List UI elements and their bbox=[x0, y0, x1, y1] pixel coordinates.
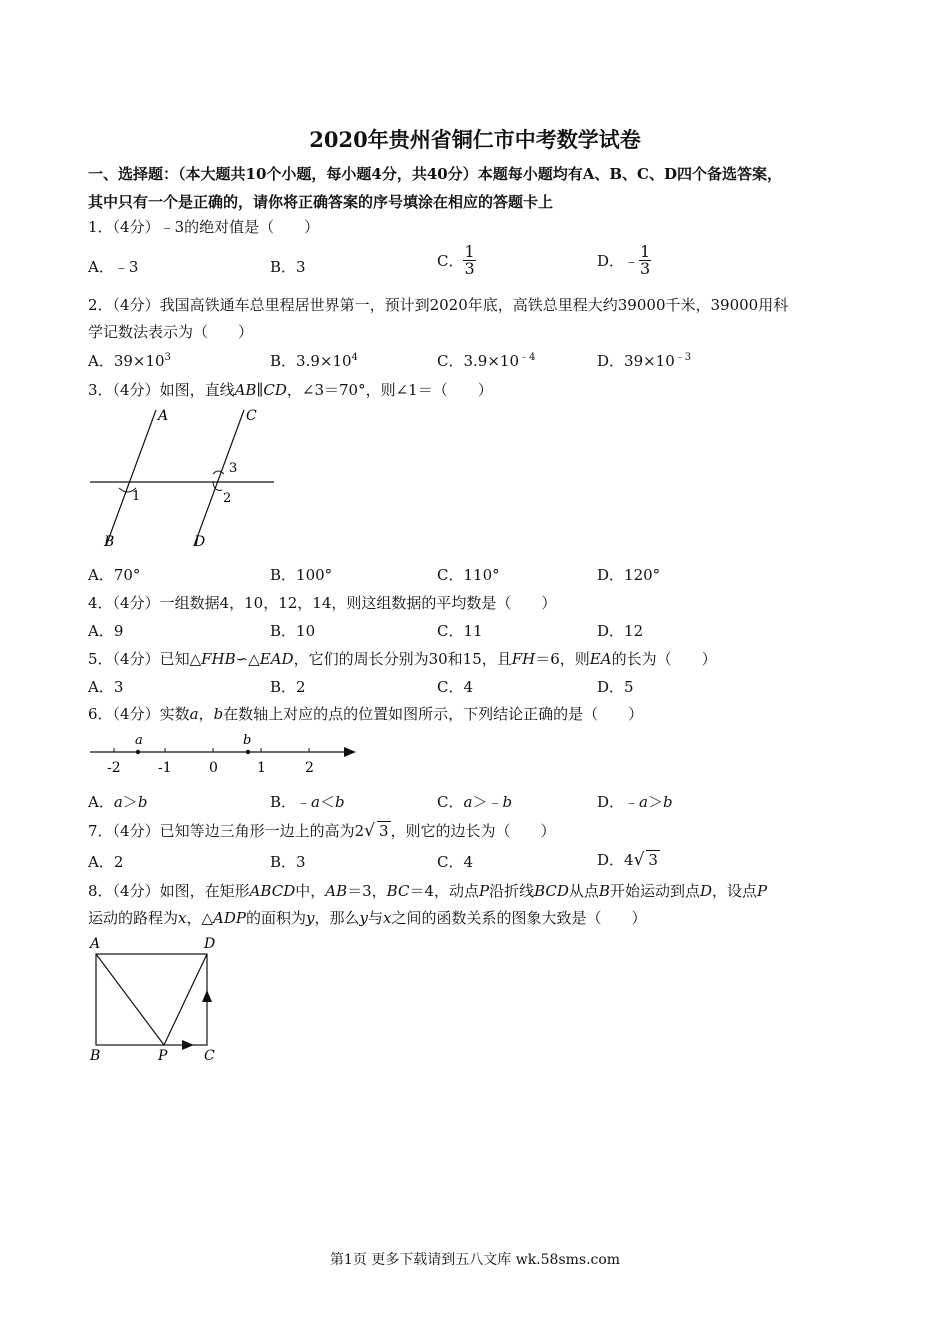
tick-label: 1 bbox=[257, 760, 266, 776]
q6-option-d: D．﹣a＞b bbox=[597, 793, 673, 811]
label-c: C bbox=[204, 1048, 215, 1064]
q6-number-line-figure bbox=[86, 728, 366, 778]
q6-option-c: C．a＞﹣b bbox=[437, 793, 513, 811]
q3-parallel-lines-figure bbox=[86, 404, 281, 554]
label-p: P bbox=[158, 1048, 168, 1064]
q2-option-b: B．$3.9\times 10^4$ bbox=[270, 352, 358, 370]
q5-stem: 5．（4分）已知△FHB∽△EAD，它们的周长分别为30和15，且FH＝6，则EA的长为（ ） bbox=[88, 650, 717, 668]
q7-option-c: C．4 bbox=[437, 853, 474, 871]
q4-option-c: C．11 bbox=[437, 622, 483, 640]
q2-stem-line2: 学记数法表示为（ ） bbox=[88, 323, 254, 341]
q3-option-a: A．70° bbox=[88, 566, 141, 584]
q4-option-a: A．9 bbox=[88, 622, 124, 640]
line-ab bbox=[106, 410, 156, 546]
q1-option-c: C． $\frac{1}{3}$ bbox=[437, 242, 475, 278]
label-b: B bbox=[90, 1048, 101, 1064]
q4-option-b: B．10 bbox=[270, 622, 316, 640]
tick-label: -1 bbox=[158, 760, 172, 776]
q2-option-d: D．$39\times 10^{﹣3}$ bbox=[597, 352, 692, 370]
q1-option-d: D．﹣ $\frac{1}{3}$ bbox=[597, 242, 651, 278]
q1-option-b: B．3 bbox=[270, 258, 306, 276]
q4-stem: 4．（4分）一组数据4，10，12，14，则这组数据的平均数是（ ） bbox=[88, 594, 557, 612]
q1-stem: 1．（4分）﹣3的绝对值是（ ） bbox=[88, 218, 320, 236]
q5-option-c: C．4 bbox=[437, 678, 474, 696]
axis-arrow bbox=[344, 747, 356, 757]
label-d: D bbox=[194, 534, 206, 550]
label-3: 3 bbox=[229, 461, 238, 476]
q3-option-d: D．120° bbox=[597, 566, 661, 584]
label-b: B bbox=[104, 534, 115, 550]
q8-stem-line1: 8．（4分）如图，在矩形ABCD中，AB＝3，BC＝4，动点P沿折线BCD从点B开始运动到点D，设点P bbox=[88, 882, 768, 900]
q5-option-a: A．3 bbox=[88, 678, 124, 696]
label-a: A bbox=[158, 408, 169, 424]
point-b-label: b bbox=[243, 733, 252, 748]
point-b bbox=[246, 750, 250, 754]
section-heading-line2: 其中只有一个是正确的，请你将正确答案的序号填涂在相应的答题卡上 bbox=[88, 193, 554, 211]
q2-option-a: A．$39\times 10^3$ bbox=[88, 352, 171, 370]
q5-option-b: B．2 bbox=[270, 678, 306, 696]
q7-stem: 7．（4分）已知等边三角形一边上的高为2√ 3 ，则它的边长为（ ） bbox=[88, 821, 556, 841]
q6-option-b: B．﹣a＜b bbox=[270, 793, 345, 811]
q8-stem-line2: 运动的路程为x，△ADP的面积为y，那么y与x之间的函数关系的图象大致是（ ） bbox=[88, 909, 647, 927]
q8-rectangle-figure bbox=[86, 932, 226, 1064]
up-arrow bbox=[202, 990, 212, 1002]
q1-option-a: A．﹣3 bbox=[88, 258, 139, 276]
tick-label: 2 bbox=[305, 760, 314, 776]
q7-option-a: A．2 bbox=[88, 853, 124, 871]
page-title: 2020年贵州省铜仁市中考数学试卷 bbox=[309, 127, 641, 152]
q6-option-a: A．a＞b bbox=[88, 793, 148, 811]
segment-ap bbox=[96, 954, 164, 1045]
point-a-label: a bbox=[135, 733, 143, 748]
q3-option-b: B．100° bbox=[270, 566, 333, 584]
angle-3-arc bbox=[213, 471, 224, 474]
q4-option-d: D．12 bbox=[597, 622, 644, 640]
line-cd bbox=[194, 410, 244, 546]
q3-stem: 3．（4分）如图，直线AB∥CD，∠3＝70°，则∠1＝（ ） bbox=[88, 381, 493, 399]
q6-stem: 6．（4分）实数a，b在数轴上对应的点的位置如图所示，下列结论正确的是（ ） bbox=[88, 705, 644, 723]
label-2: 2 bbox=[223, 491, 232, 506]
q2-stem-line1: 2．（4分）我国高铁通车总里程居世界第一，预计到2020年底，高铁总里程大约39000千米，39000用科 bbox=[88, 296, 789, 314]
section-heading-line1: 一、选择题：（本大题共10个小题，每小题4分，共40分）本题每小题均有A、B、C、D四个备选答案， bbox=[88, 165, 782, 183]
page-footer: 第1页 更多下载请到五八文库 wk.58sms.com bbox=[329, 1252, 621, 1268]
tick-label: -2 bbox=[107, 760, 121, 776]
q3-option-c: C．110° bbox=[437, 566, 500, 584]
q5-option-d: D．5 bbox=[597, 678, 634, 696]
rectangle-abcd bbox=[96, 954, 207, 1045]
q7-option-b: B．3 bbox=[270, 853, 306, 871]
q2-option-c: C．$3.9\times 10^{﹣4}$ bbox=[437, 352, 536, 370]
label-d: D bbox=[204, 936, 216, 952]
label-1: 1 bbox=[132, 489, 141, 504]
segment-dp bbox=[164, 954, 207, 1045]
label-a: A bbox=[90, 936, 101, 952]
label-c: C bbox=[246, 408, 257, 424]
right-arrow bbox=[182, 1040, 194, 1050]
point-a bbox=[136, 750, 140, 754]
tick-label: 0 bbox=[209, 760, 218, 776]
q7-option-d: D．4√ 3 bbox=[597, 850, 658, 870]
